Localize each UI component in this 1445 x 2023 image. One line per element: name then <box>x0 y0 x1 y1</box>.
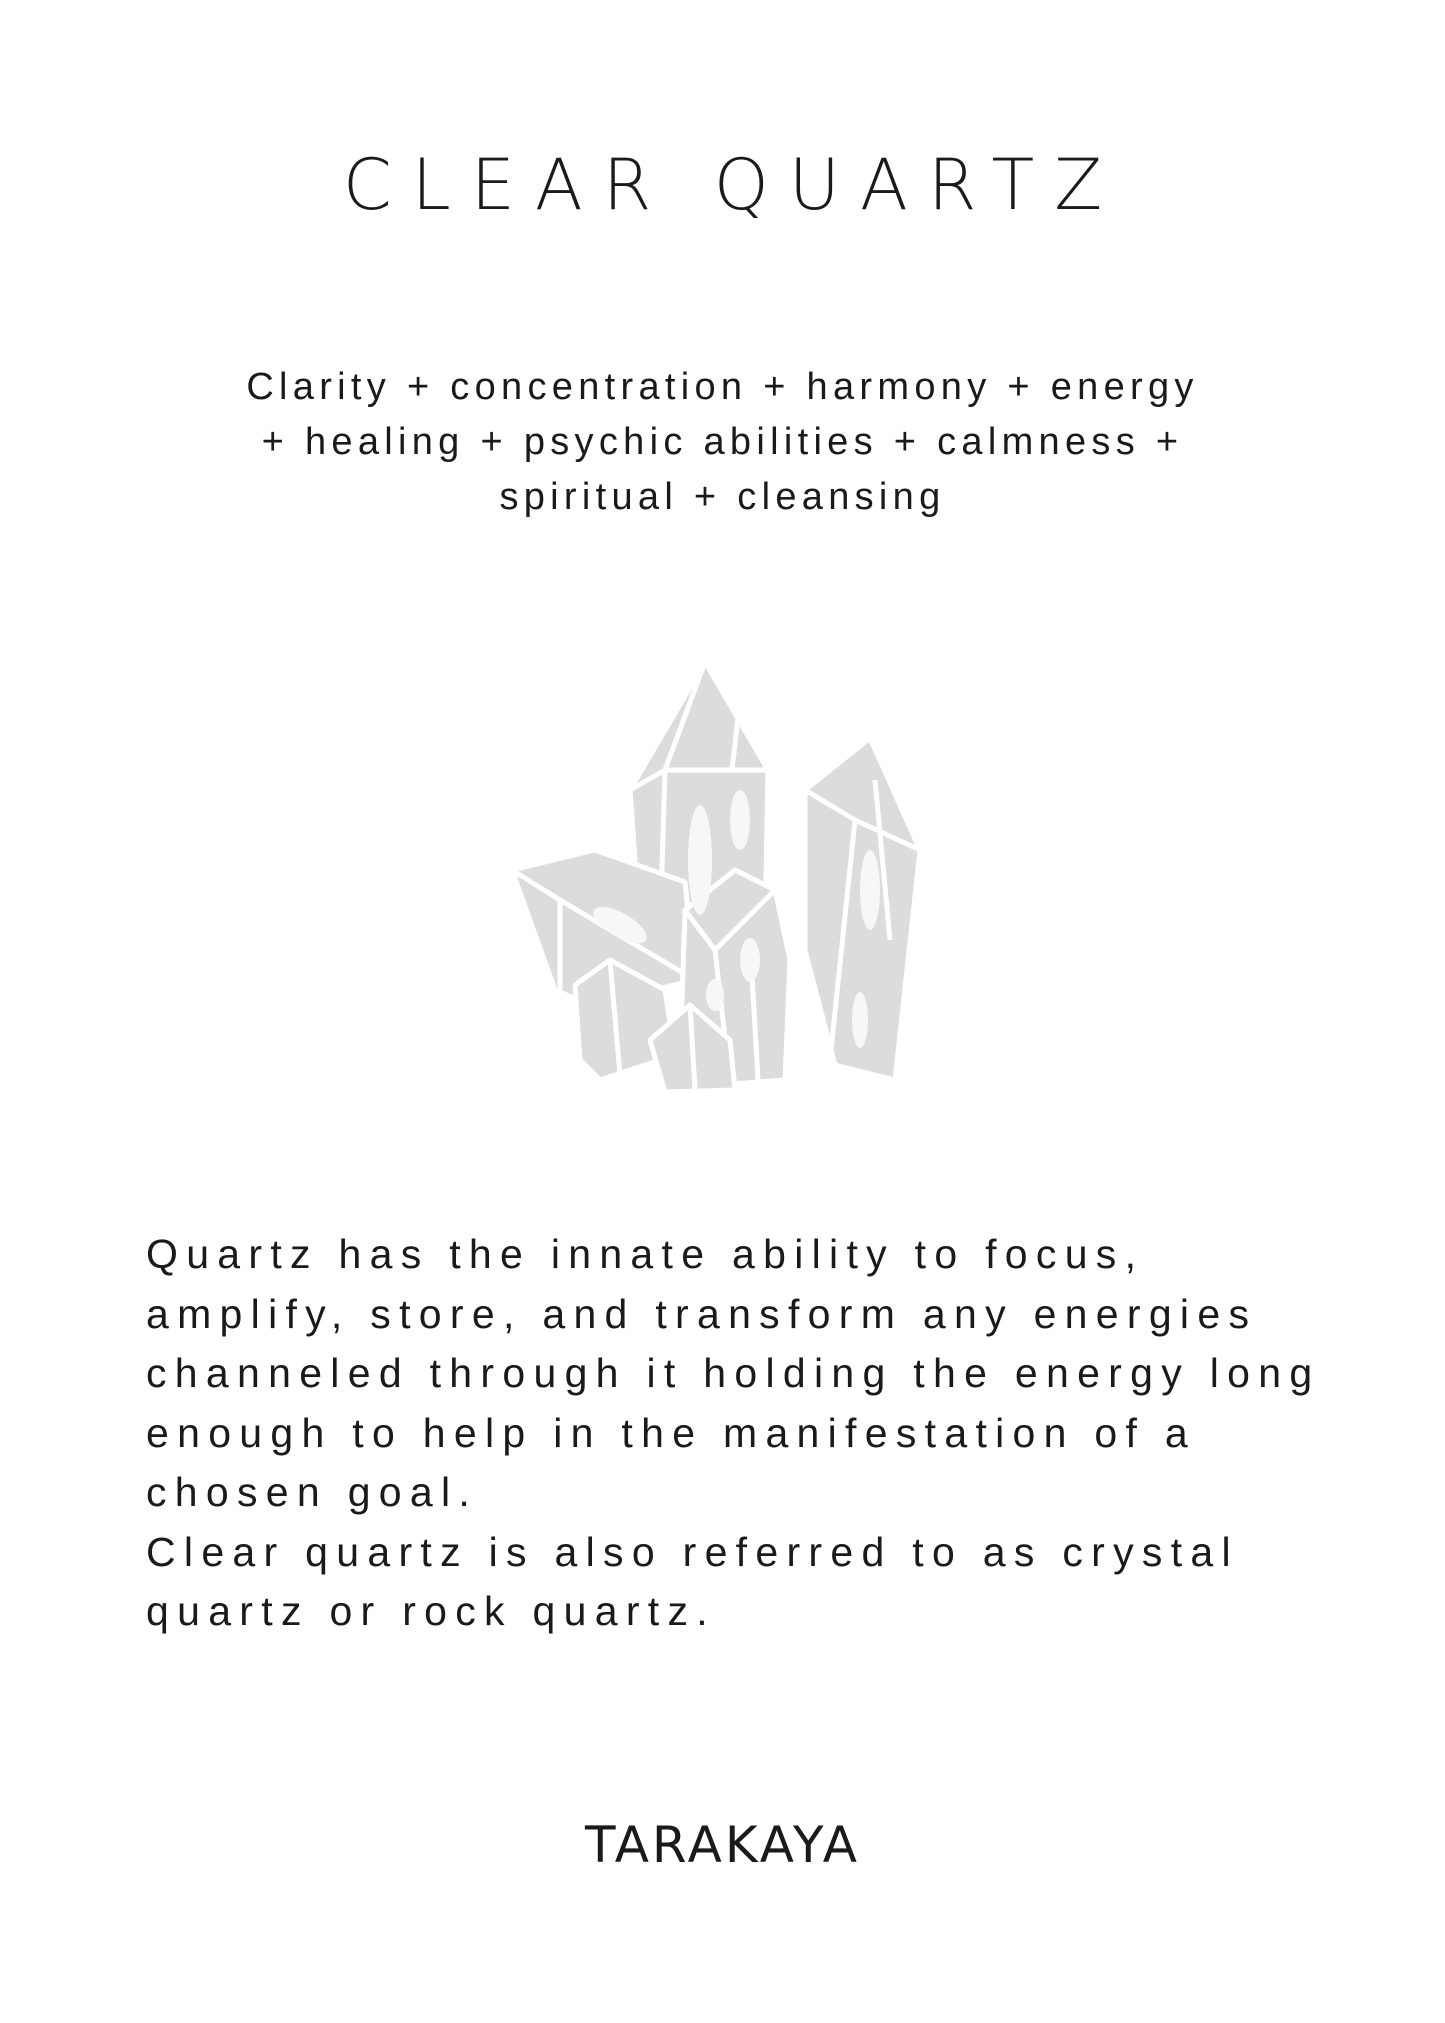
description <box>146 1225 1346 1642</box>
description-line: quartz or rock quartz. <box>146 1588 716 1634</box>
page-title: CLEAR QUARTZ <box>342 144 1123 226</box>
crystal-cluster-icon <box>500 660 920 1100</box>
crystal-properties <box>180 360 1265 525</box>
brand-name: TARAKAYA <box>585 1816 860 1874</box>
description-line: chosen goal. <box>146 1469 479 1515</box>
description-line: channeled through it holding the energy long <box>146 1350 1321 1396</box>
properties-line: spiritual + cleansing <box>499 476 946 518</box>
description-line: enough to help in the manifestation of a <box>146 1409 1197 1456</box>
description-line: Quartz has the innate ability to focus, <box>146 1231 1145 1277</box>
description-line: amplify, store, and transform any energies <box>146 1290 1258 1337</box>
description-line: Clear quartz is also referred to as crystal <box>146 1528 1239 1575</box>
properties-line: Clarity + concentration + harmony + energy <box>246 366 1199 408</box>
properties-line: + healing + psychic abilities + calmness + <box>261 421 1184 463</box>
